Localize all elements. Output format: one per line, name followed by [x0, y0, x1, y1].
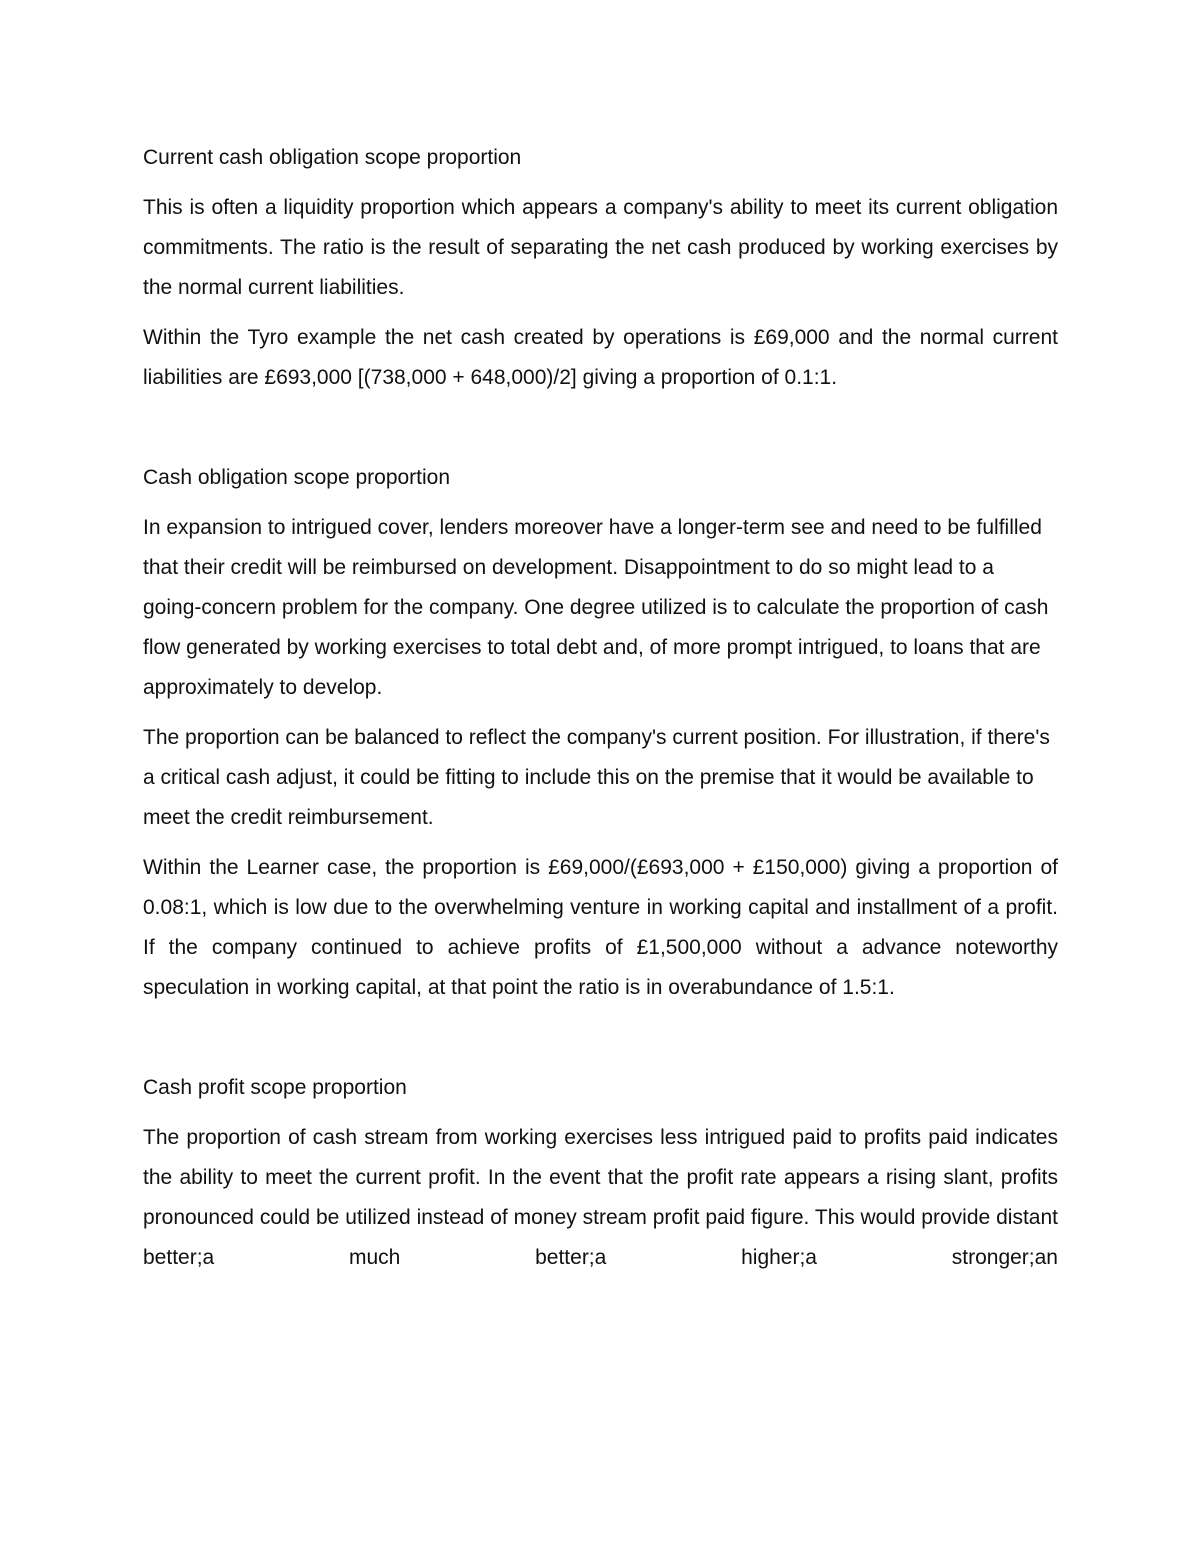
- section-heading-cash-profit: Cash profit scope proportion: [143, 1076, 407, 1099]
- section-heading-current-cash-obligation: Current cash obligation scope proportion: [143, 146, 522, 169]
- section-heading-cash-obligation: Cash obligation scope proportion: [143, 466, 451, 489]
- paragraph: In expansion to intrigued cover, lenders moreover have a longer-term see and need to be fulfilled that their credit will be reimbursed on development. Disappointment to do so might lead to a going-concern problem for the company. One degree utilized is to calculate the proportion of cash flow generated by working exercises to total debt and, of more prompt intrigued, to loans that are approximately to develop.: [143, 516, 1049, 699]
- paragraph: Within the Tyro example the net cash created by operations is £69,000 and the normal current liabilities are £693,000 [(738,000 + 648,000)/2] giving a proportion of 0.1:1.: [143, 326, 1058, 389]
- paragraph: The proportion of cash stream from working exercises less intrigued paid to profits paid indicates the ability to meet the current profit. In the event that the profit rate appears a rising slant, profits pronounced could be utilized instead of money stream profit paid figure. This would provide distant better;a much better;a higher;a stronger;an: [143, 1126, 1058, 1269]
- paragraph: The proportion can be balanced to reflect the company's current position. For illustration, if there's a critical cash adjust, it could be fitting to include this on the premise that it would be available to meet the credit reimbursement.: [143, 726, 1050, 829]
- document-page: [143, 138, 1058, 1278]
- paragraph: This is often a liquidity proportion which appears a company's ability to meet its current obligation commitments. The ratio is the result of separating the net cash produced by working exercises by the normal current liabilities.: [143, 196, 1058, 299]
- paragraph: Within the Learner case, the proportion is £69,000/(£693,000 + £150,000) giving a proportion of 0.08:1, which is low due to the overwhelming venture in working capital and installment of a profit. If the company continued to achieve profits of £1,500,000 without a advance noteworthy speculation in working capital, at that point the ratio is in overabundance of 1.5:1.: [143, 856, 1058, 999]
